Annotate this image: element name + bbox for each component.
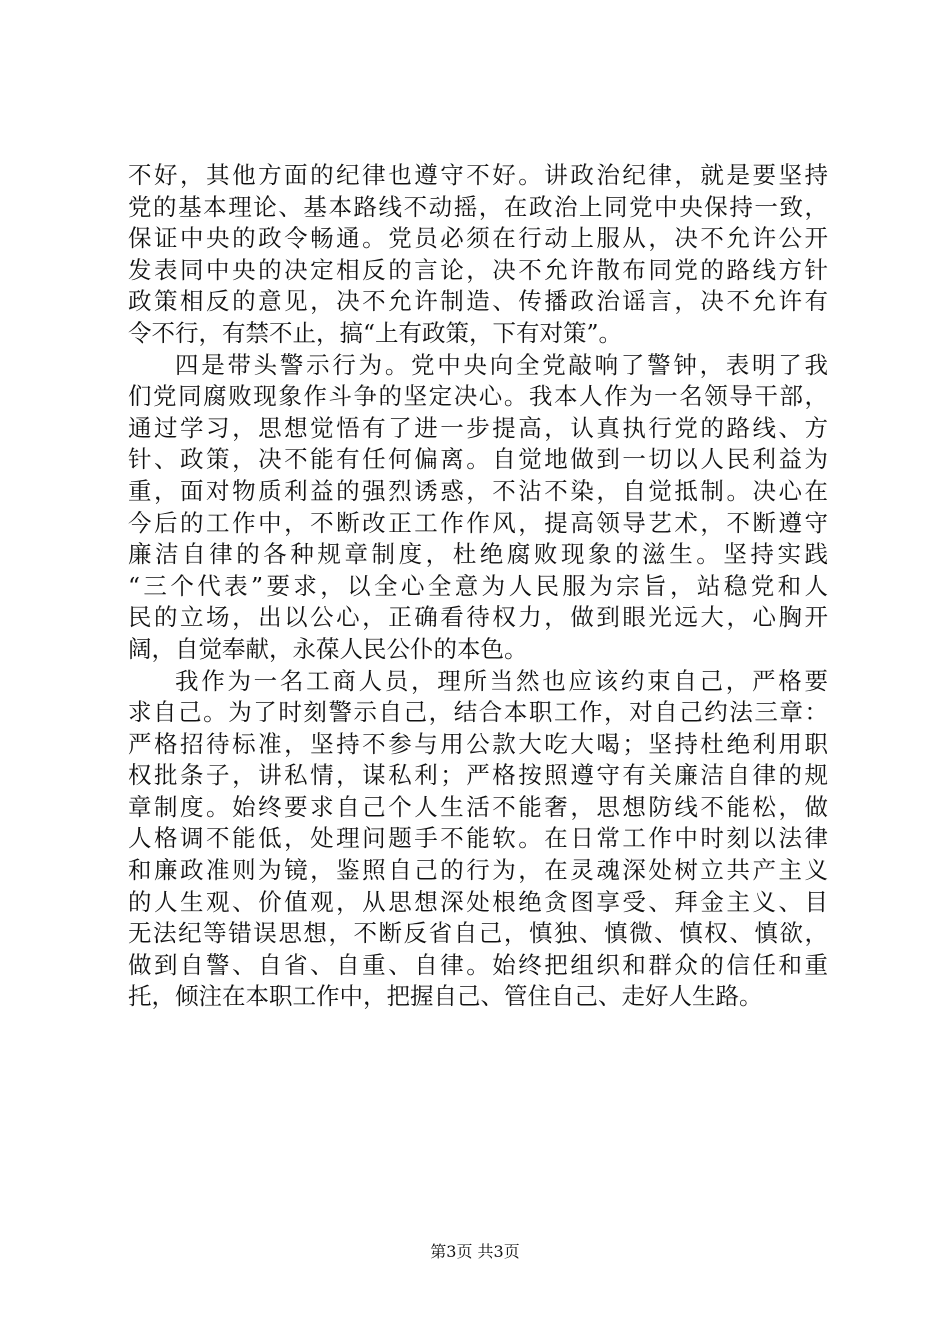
text-line: 严格招待标准，坚持不参与用公款大吃大喝；坚持杜绝利用职 <box>128 729 828 758</box>
text-line: 针、政策，决不能有任何偏离。自觉地做到一切以人民利益为 <box>128 445 828 474</box>
text-line: 发表同中央的决定相反的言论，决不允许散布同党的路线方针 <box>128 255 828 284</box>
text-line: 托，倾注在本职工作中，把握自己、管住自己、走好人生路。 <box>128 982 763 1011</box>
text-line: 和廉政准则为镜，鉴照自己的行为，在灵魂深处树立共产主义 <box>128 856 828 885</box>
text-line: 政策相反的意见，决不允许制造、传播政治谣言，决不允许有 <box>128 287 828 316</box>
text-line: 人格调不能低，处理问题手不能软。在日常工作中时刻以法律 <box>128 824 828 853</box>
text-line: 廉洁自律的各种规章制度，杜绝腐败现象的滋生。坚持实践 <box>128 540 828 569</box>
text-line: 党的基本理论、基本路线不动摇，在政治上同党中央保持一致， <box>128 192 828 221</box>
text-line: 们党同腐败现象作斗争的坚定决心。我本人作为一名领导干部， <box>128 382 828 411</box>
text-line: 民的立场，出以公心，正确看待权力，做到眼光远大，心胸开 <box>128 603 828 632</box>
text-line: 章制度。始终要求自己个人生活不能奢，思想防线不能松，做 <box>128 792 828 821</box>
page-footer: 第3页 共3页 <box>430 1242 520 1261</box>
text-line: 重，面对物质利益的强烈诱惑，不沾不染，自觉抵制。决心在 <box>128 476 828 505</box>
document-body <box>128 160 828 1013</box>
text-line: 保证中央的政令畅通。党员必须在行动上服从，决不允许公开 <box>128 224 828 253</box>
text-line: 求自己。为了时刻警示自己，结合本职工作，对自己约法三章： <box>128 698 828 727</box>
text-line: 的人生观、价值观，从思想深处根绝贪图享受、拜金主义、目 <box>128 887 828 916</box>
text-line: 通过学习，思想觉悟有了进一步提高，认真执行党的路线、方 <box>128 413 828 442</box>
text-line: 无法纪等错误思想，不断反省自己，慎独、慎微、慎权、慎欲， <box>128 919 828 948</box>
text-line: 阔，自觉奉献，永葆人民公仆的本色。 <box>128 634 528 663</box>
text-line: 权批条子，讲私情，谋私利；严格按照遵守有关廉洁自律的规 <box>128 761 828 790</box>
text-line: 做到自警、自省、自重、自律。始终把组织和群众的信任和重 <box>128 950 828 979</box>
text-line: 四是带头警示行为。党中央向全党敲响了警钟，表明了我 <box>175 350 828 379</box>
text-line: “三个代表”要求，以全心全意为人民服为宗旨，站稳党和人 <box>128 571 828 600</box>
text-line: 不好，其他方面的纪律也遵守不好。讲政治纪律，就是要坚持 <box>128 161 828 189</box>
text-line: 我作为一名工商人员，理所当然也应该约束自己，严格要 <box>175 666 828 695</box>
text-line: 令不行，有禁不止，搞“上有政策，下有对策”。 <box>128 318 623 347</box>
text-line: 今后的工作中，不断改正工作作风，提高领导艺术，不断遵守 <box>128 508 828 537</box>
